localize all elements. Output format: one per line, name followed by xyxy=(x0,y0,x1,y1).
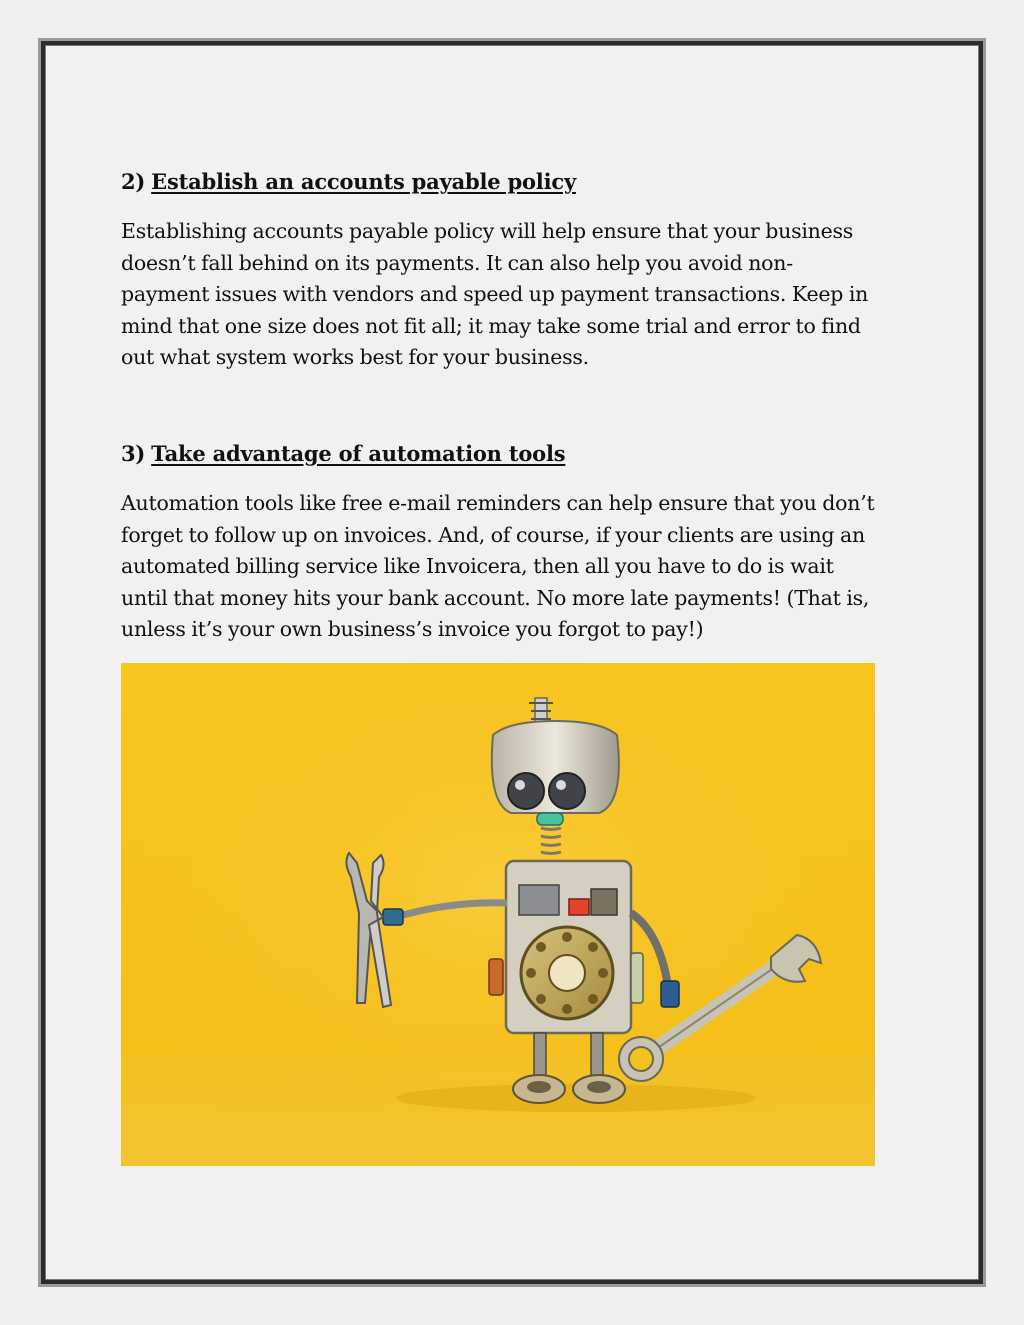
section-title-3: Take advantage of automation tools xyxy=(151,441,566,466)
section-title-2: Establish an accounts payable policy xyxy=(151,169,576,194)
section-heading-3 xyxy=(121,440,881,468)
section-number-2: 2) xyxy=(121,169,146,194)
robot-photo xyxy=(121,663,875,1166)
section-body-3: Automation tools like free e-mail reminders can help ensure that you don’t forget to follow up on invoices. And, of course, if your clients are using an automated billing service like Invoicera, then all you have to do is wait until that money hits your bank account. No more late payments! (That is, unless it’s your own business’s invoice you forgot to pay!) xyxy=(121,491,875,642)
section-heading-2 xyxy=(121,168,881,196)
section-number-3: 3) xyxy=(121,441,146,466)
section-body-2: Establishing accounts payable policy will help ensure that your business doesn’t fall behind on its payments. It can also help you avoid non-payment issues with vendors and speed up payment transactions. Keep in mind that one size does not fit all; it may take some trial and error to find out what system works best for your business. xyxy=(121,219,869,370)
